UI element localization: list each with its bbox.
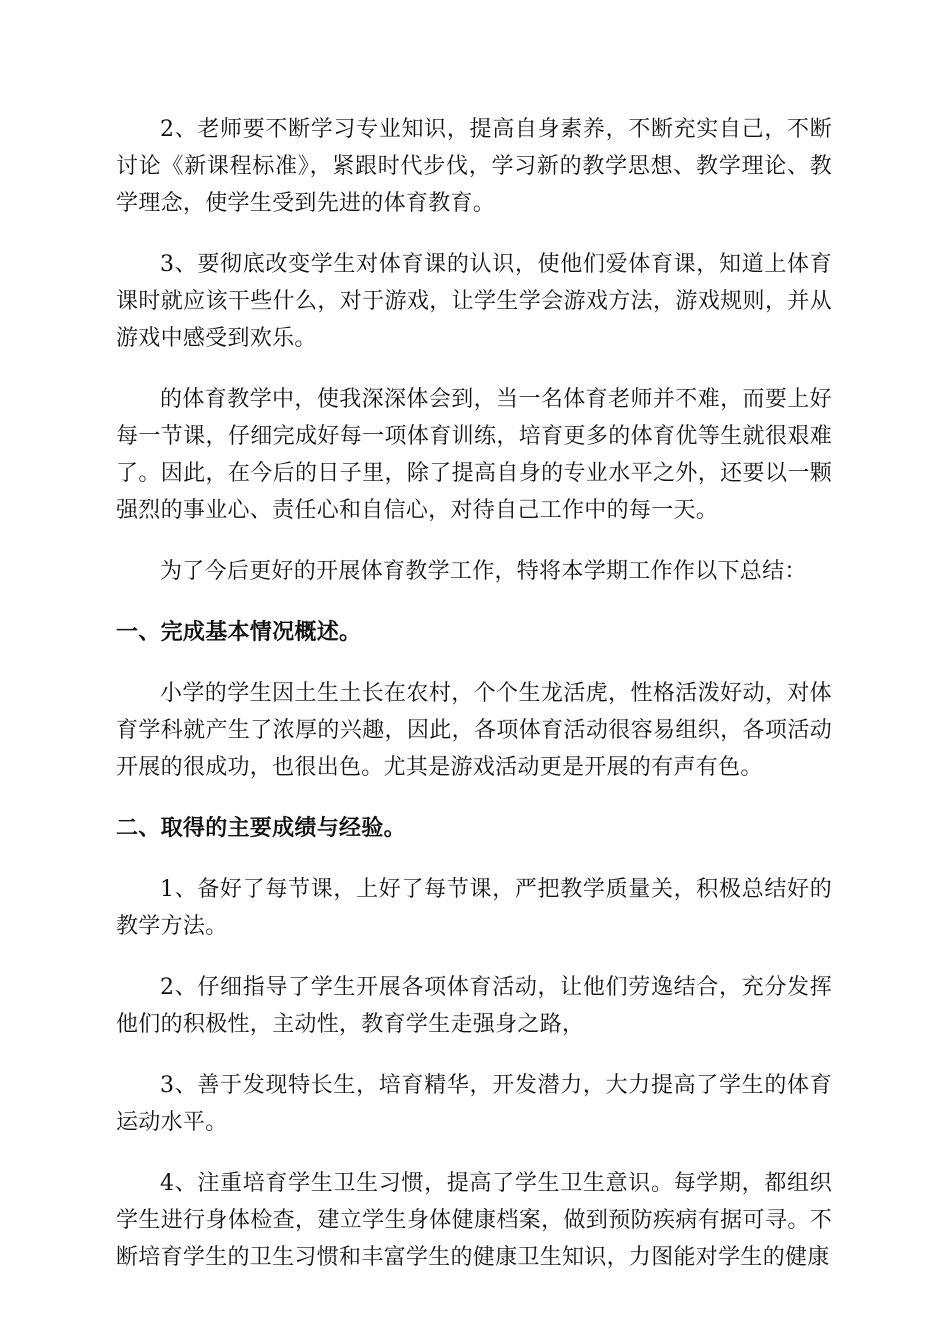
paragraph-overview: 小学的学生因土生土长在农村，个个生龙活虎，性格活泼好动，对体育学科就产生了浓厚的兴趣，因此，各项体育活动很容易组织，各项活动开展的很成功，也很出色。尤其是游戏活动更是开展的有声有色。 <box>116 681 832 780</box>
paragraph-summary-intro: 为了今后更好的开展体育教学工作，特将本学期工作作以下总结： <box>160 559 807 584</box>
section-heading-overview: 一、完成基本情况概述。 <box>116 620 362 645</box>
paragraph-achievement-2: 2、仔细指导了学生开展各项体育活动，让他们劳逸结合，充分发挥他们的积极性，主动性，教育学生走强身之路， <box>116 975 832 1037</box>
section-heading-achievements: 二、取得的主要成绩与经验。 <box>116 816 406 841</box>
paragraph-teacher-study: 2、老师要不断学习专业知识，提高自身素养，不断充实自己，不断讨论《新课程标准》，紧跟时代步伐，学习新的教学思想、教学理论、教学理念，使学生受到先进的体育教育。 <box>116 117 832 216</box>
document-page <box>116 111 832 1300</box>
paragraph-change-attitude: 3、要彻底改变学生对体育课的认识，使他们爱体育课，知道上体育课时就应该干些什么，对于游戏，让学生学会游戏方法，游戏规则，并从游戏中感受到欢乐。 <box>116 252 832 351</box>
paragraph-reflection: 的体育教学中，使我深深体会到，当一名体育老师并不难，而要上好每一节课，仔细完成好每一项体育训练，培育更多的体育优等生就很艰难了。因此，在今后的日子里，除了提高自身的专业水平之外，还要以一颗强烈的事业心、责任心和自信心，对待自己工作中的每一天。 <box>116 387 832 523</box>
paragraph-achievement-4: 4、注重培育学生卫生习惯，提高了学生卫生意识。每学期，都组织学生进行身体检查，建立学生身体健康档案，做到预防疾病有据可寻。不断培育学生的卫生习惯和丰富学生的健康卫生知识，力图能对学生的健康 <box>116 1171 832 1270</box>
paragraph-achievement-1: 1、备好了每节课，上好了每节课，严把教学质量关，积极总结好的教学方法。 <box>116 877 832 939</box>
paragraph-achievement-3: 3、善于发现特长生，培育精华，开发潜力，大力提高了学生的体育运动水平。 <box>116 1073 832 1135</box>
